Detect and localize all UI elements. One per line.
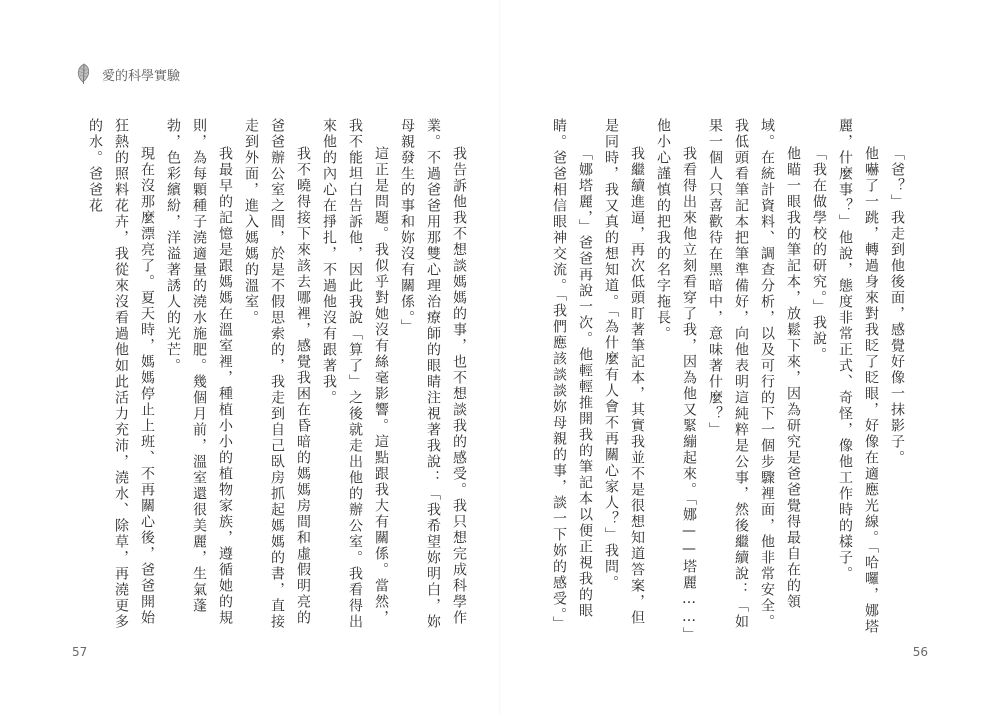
paragraph: 我最早的記憶是跟媽媽在溫室裡，種植小小的植物家族，遵循她的規則，為每顆種子澆適量的澆水施肥。幾個月前，溫室還很美麗，生氣蓬勃，色彩繽紛，洋溢著誘人的光芒。 <box>165 118 233 626</box>
right-page-body <box>500 118 910 638</box>
paragraph: 我不曉得接下來該去哪裡，感覺我困在昏暗的媽媽房間和虛假明亮的爸爸辦公室之間，於是不假思索的，我走到自己臥房抓起媽媽的書，直接走到外面，進入媽媽的溫室。 <box>243 118 311 630</box>
running-head-title: 愛的科學實驗 <box>102 68 181 84</box>
leaf-icon <box>72 62 96 86</box>
page-number: 56 <box>912 645 928 659</box>
paragraph: 他嚇了一跳，轉過身來對我眨了眨眼，好像在適應光線。「哈囉，娜塔麗，什麼事？」他說，態度非常正式、奇怪，像他工作時的樣子。 <box>837 118 879 635</box>
paragraph: 「我在做學校的研究。」我說。 <box>811 146 827 363</box>
paragraph: 「娜塔麗，」爸爸再說一次。他輕輕推開我的筆記本以便正視我的眼睛。爸爸相信眼神交流。「我們應該談談妳母親的事，談一下妳的感受。」 <box>551 118 593 632</box>
page-number: 57 <box>72 645 88 659</box>
paragraph: 現在沒那麼漂亮了。夏天時，媽媽停止上班、不再關心後，爸爸開始狂熱的照料花卉，我從來沒看過他如此活力充沛，澆水、除草，再澆更多的水。爸爸花 <box>87 118 155 630</box>
paragraph: 我看得出來他立刻看穿了我，因為他又緊繃起來。「娜——塔麗……」他小心謹慎的把我的名字拖長。 <box>655 118 697 636</box>
running-head <box>72 62 180 86</box>
paragraph: 我告訴他我不想談媽媽的事，也不想談我的感受。我只想完成科學作業。不過爸爸用那雙心理治療師的眼睛注視著我說：「我希望妳明白，妳母親發生的事和妳沒有關係。」 <box>399 118 467 630</box>
right-page <box>500 0 1000 715</box>
paragraph: 這正是問題。我似乎對她沒有絲毫影響。這點跟我大有關係。當然，我不能坦白告訴他，因此我說「算了」之後就走出他的辦公室。我看得出來他的內心在掙扎，不過他沒有跟著我。 <box>321 118 389 630</box>
paragraph: 「爸？」我走到他後面，感覺好像一抹影子。 <box>889 146 905 466</box>
paragraph: 他瞄一眼我的筆記本，放鬆下來，因為研究是爸爸覺得最自在的領域。在統計資料、調查分析，以及可行的下一個步驟裡面，他非常安全。我低頭看筆記本把筆準備好，向他表明這純粹是公事，然後繼續說：「如果一個人只喜歡待在黑暗中，意味著什麼？」 <box>707 118 801 630</box>
paragraph: 我繼續進逼，再次低頭盯著筆記本，其實我並不是很想知道答案，但是同時，我又真的想知道。「為什麼有人會不再關心家人？」我問。 <box>603 118 645 626</box>
left-page-body <box>87 118 472 638</box>
